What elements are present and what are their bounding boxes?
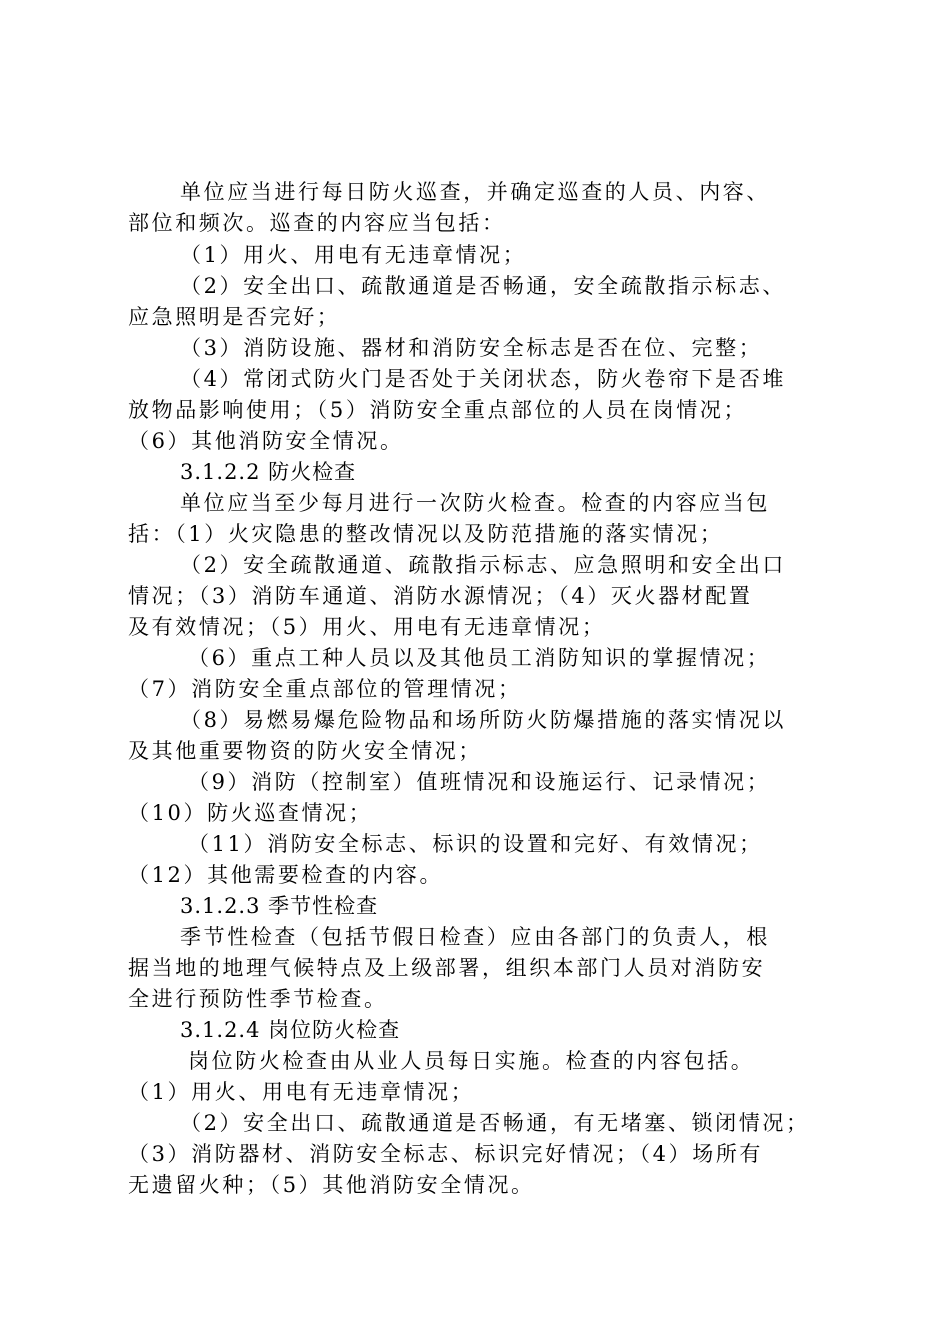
text-line: （11）消防安全标志、标识的设置和完好、有效情况； bbox=[188, 832, 763, 856]
text-line: （2）安全出口、疏散通道是否畅通，有无堵塞、锁闭情况； bbox=[180, 1111, 810, 1135]
text-line: 据当地的地理气候特点及上级部署，组织本部门人员对消防安 bbox=[128, 956, 766, 980]
text-line: （12）其他需要检查的内容。 bbox=[128, 863, 444, 887]
text-line: 单位应当至少每月进行一次防火检查。检查的内容应当包 bbox=[180, 491, 770, 515]
section-heading: 3.1.2.3 季节性检查 bbox=[180, 894, 379, 918]
text-line: （2）安全出口、疏散通道是否畅通，安全疏散指示标志、 bbox=[180, 274, 786, 298]
text-line: （1）用火、用电有无违章情况； bbox=[180, 243, 527, 267]
text-line: （3）消防器材、消防安全标志、标识完好情况；（4）场所有 bbox=[128, 1142, 764, 1166]
text-line: （6）重点工种人员以及其他员工消防知识的掌握情况； bbox=[188, 646, 771, 670]
text-line: （10）防火巡查情况； bbox=[128, 801, 373, 825]
section-heading: 3.1.2.4 岗位防火检查 bbox=[180, 1018, 401, 1042]
text-line: （2）安全疏散通道、疏散指示标志、应急照明和安全出口 bbox=[180, 553, 786, 577]
text-line: 无遗留火种；（5）其他消防安全情况。 bbox=[128, 1173, 535, 1197]
text-line: （4）常闭式防火门是否处于关闭状态，防火卷帘下是否堆 bbox=[180, 367, 786, 391]
text-line: （7）消防安全重点部位的管理情况； bbox=[128, 677, 522, 701]
section-heading: 3.1.2.2 防火检查 bbox=[180, 460, 357, 484]
text-line: （8）易燃易爆危险物品和场所防火防爆措施的落实情况以 bbox=[180, 708, 786, 732]
text-line: 及有效情况；（5）用火、用电有无违章情况； bbox=[128, 615, 606, 639]
text-line: 应急照明是否完好； bbox=[128, 305, 341, 329]
text-line: 放物品影响使用；（5）消防安全重点部位的人员在岗情况； bbox=[128, 398, 748, 422]
text-line: 部位和频次。巡查的内容应当包括： bbox=[128, 211, 506, 235]
text-line: （9）消防（控制室）值班情况和设施运行、记录情况； bbox=[188, 770, 771, 794]
text-line: 及其他重要物资的防火安全情况； bbox=[128, 739, 482, 763]
text-line: 季节性检查（包括节假日检查）应由各部门的负责人，根 bbox=[180, 925, 770, 949]
text-line: 情况；（3）消防车通道、消防水源情况；（4）灭火器材配置 bbox=[128, 584, 753, 608]
text-line: （6）其他消防安全情况。 bbox=[128, 429, 404, 453]
text-line: （1）用火、用电有无违章情况； bbox=[128, 1080, 475, 1104]
text-line: 岗位防火检查由从业人员每日实施。检查的内容包括。 bbox=[188, 1049, 755, 1073]
text-line: （3）消防设施、器材和消防安全标志是否在位、完整； bbox=[180, 336, 763, 360]
text-line: 单位应当进行每日防火巡查，并确定巡查的人员、内容、 bbox=[180, 180, 770, 204]
text-line: 括：（1）火灾隐患的整改情况以及防范措施的落实情况； bbox=[128, 522, 724, 546]
text-line: 全进行预防性季节检查。 bbox=[128, 987, 388, 1011]
